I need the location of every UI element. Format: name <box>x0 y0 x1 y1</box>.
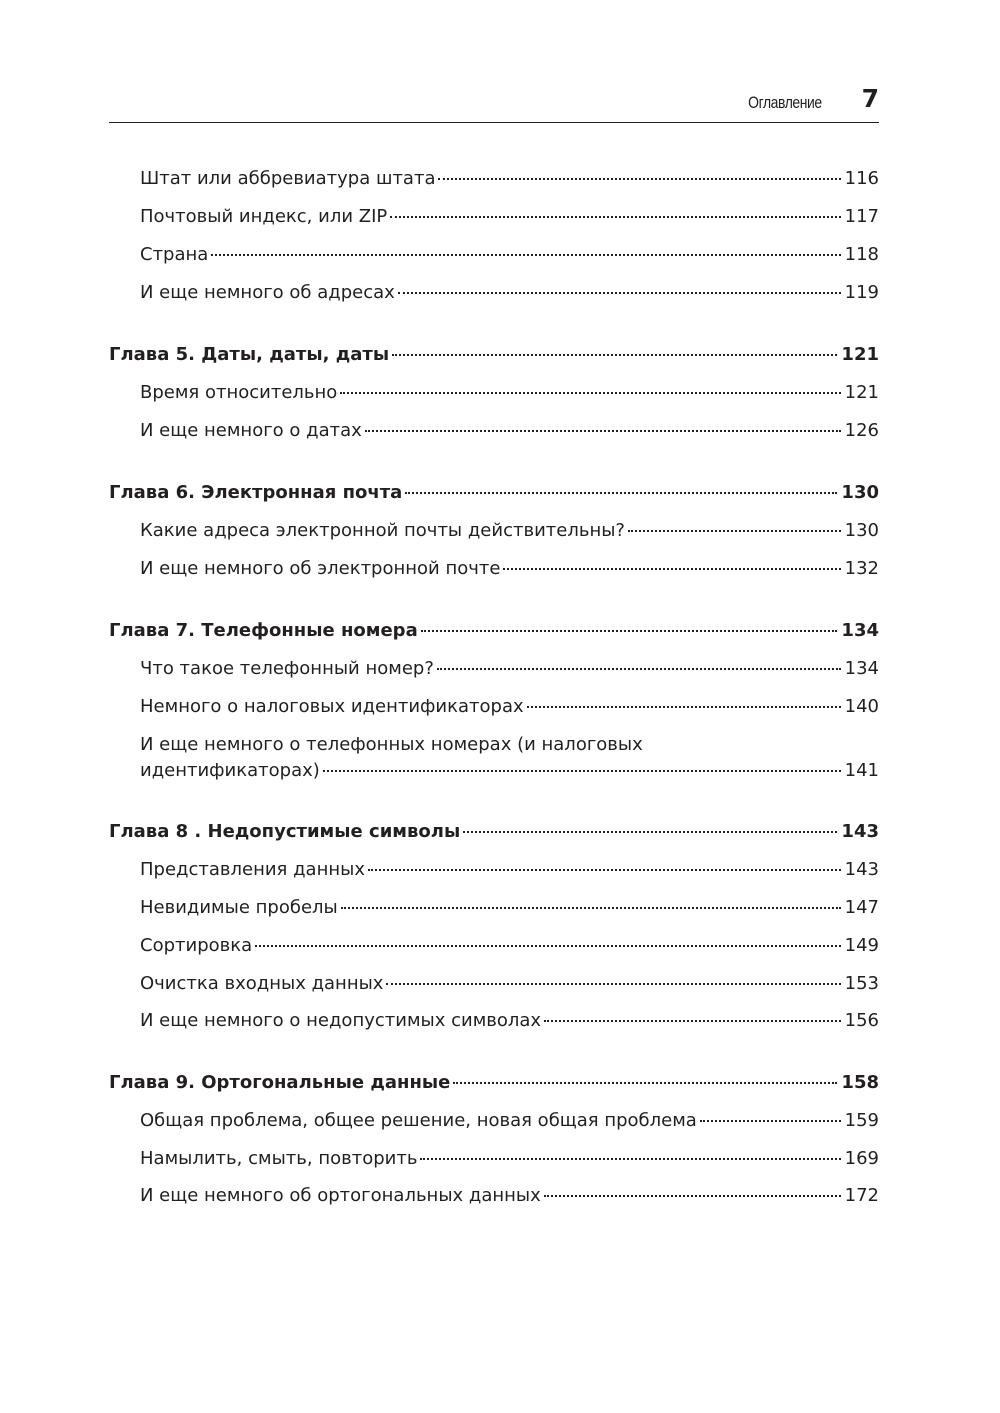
toc-entry[interactable] <box>140 1110 879 1131</box>
toc-entry-page: 117 <box>844 206 879 227</box>
dot-leader <box>392 354 837 356</box>
toc-chapter[interactable] <box>109 344 879 365</box>
toc-entry-page: 147 <box>844 897 879 918</box>
toc-entry-title-line1[interactable]: И еще немного о телефонных номерах (и налоговых <box>140 734 643 755</box>
toc-entry-title: И еще немного об электронной почте <box>140 558 501 579</box>
toc-entry-title: Сортировка <box>140 935 253 956</box>
toc-entry-title: Время относительно <box>140 382 338 403</box>
dot-leader <box>365 430 841 432</box>
toc-entry-title: Немного о налоговых идентификаторах <box>140 696 524 717</box>
page-number: 7 <box>861 84 879 113</box>
toc-entry[interactable] <box>140 973 879 994</box>
toc-entry[interactable] <box>140 282 879 303</box>
toc-entry[interactable] <box>140 244 879 265</box>
toc-entry-page: 130 <box>844 520 879 541</box>
toc-entry[interactable] <box>140 382 879 403</box>
toc-chapter-page: 121 <box>841 344 879 365</box>
toc-entry-page: 121 <box>844 382 879 403</box>
toc-entry-page: 140 <box>844 696 879 717</box>
dot-leader <box>453 1082 837 1084</box>
toc-entry-page: 172 <box>844 1185 879 1206</box>
dot-leader <box>544 1020 841 1022</box>
dot-leader <box>700 1120 841 1122</box>
toc-chapter-page: 134 <box>841 620 879 641</box>
dot-leader <box>463 831 837 833</box>
dot-leader <box>437 668 841 670</box>
running-header-title: Оглавление <box>748 93 822 112</box>
toc-chapter-page: 130 <box>841 482 879 503</box>
toc-chapter-title: Глава 9. Ортогональные данные <box>109 1072 451 1093</box>
toc-entry-title: Общая проблема, общее решение, новая общая проблема <box>140 1110 697 1131</box>
dot-leader <box>527 706 841 708</box>
toc-chapter-title: Глава 5. Даты, даты, даты <box>109 344 390 365</box>
toc-entry[interactable] <box>140 168 879 189</box>
toc-entry-title: Страна <box>140 244 209 265</box>
dot-leader <box>386 983 840 985</box>
toc-entry[interactable] <box>140 520 879 541</box>
toc-entry-page: 134 <box>844 658 879 679</box>
toc-entry-page: 132 <box>844 558 879 579</box>
toc-entry-title: Почтовый индекс, или ZIP <box>140 206 388 227</box>
toc-entry[interactable] <box>140 897 879 918</box>
dot-leader <box>341 907 841 909</box>
toc-entry[interactable] <box>140 558 879 579</box>
toc-chapter[interactable] <box>109 1072 879 1093</box>
toc-entry-title: Какие адреса электронной почты действительны? <box>140 520 625 541</box>
toc-chapter-page: 158 <box>841 1072 879 1093</box>
toc-entry-page: 116 <box>844 168 879 189</box>
dot-leader <box>503 568 840 570</box>
toc-entry[interactable] <box>140 859 879 880</box>
dot-leader <box>390 216 840 218</box>
dot-leader <box>398 292 841 294</box>
toc-entry[interactable] <box>140 696 879 717</box>
toc-entry-title: И еще немного об ортогональных данных <box>140 1185 541 1206</box>
dot-leader <box>628 530 841 532</box>
toc-entry-title: Штат или аббревиатура штата <box>140 168 436 189</box>
toc-entry-page: 153 <box>844 973 879 994</box>
toc-entry[interactable] <box>140 420 879 441</box>
toc-chapter[interactable] <box>109 821 879 842</box>
toc-chapter-title: Глава 7. Телефонные номера <box>109 620 418 641</box>
toc-entry[interactable] <box>140 206 879 227</box>
toc-entry-title: И еще немного о датах <box>140 420 362 441</box>
toc-chapter-page: 143 <box>841 821 879 842</box>
toc-entry-title: И еще немного об адресах <box>140 282 395 303</box>
dot-leader <box>368 869 841 871</box>
dot-leader <box>421 630 838 632</box>
toc-entry[interactable] <box>140 760 879 781</box>
dot-leader <box>438 178 840 180</box>
toc-entry-title: Невидимые пробелы <box>140 897 338 918</box>
toc-entry-title: Что такое телефонный номер? <box>140 658 434 679</box>
dot-leader <box>420 1158 840 1160</box>
toc-entry-title: Очистка входных данных <box>140 973 384 994</box>
dot-leader <box>544 1195 841 1197</box>
toc-entry-title: идентификаторах) <box>140 760 320 781</box>
dot-leader <box>323 770 841 772</box>
toc-entry-page: 143 <box>844 859 879 880</box>
toc-entry[interactable] <box>140 1185 879 1206</box>
toc-entry-page: 118 <box>844 244 879 265</box>
toc-entry-page: 169 <box>844 1148 879 1169</box>
toc-entry-title: И еще немного о недопустимых символах <box>140 1010 542 1031</box>
toc-chapter-title: Глава 6. Электронная почта <box>109 482 403 503</box>
dot-leader <box>211 254 840 256</box>
toc-entry-page: 159 <box>844 1110 879 1131</box>
toc-entry[interactable] <box>140 935 879 956</box>
toc-entry[interactable] <box>140 658 879 679</box>
toc-entry-page: 126 <box>844 420 879 441</box>
dot-leader <box>255 945 841 947</box>
toc-chapter[interactable] <box>109 620 879 641</box>
toc-entry-page: 156 <box>844 1010 879 1031</box>
toc-chapter-title: Глава 8 . Недопустимые символы <box>109 821 461 842</box>
toc-entry[interactable] <box>140 1148 879 1169</box>
toc-entry-page: 141 <box>844 760 879 781</box>
toc-entry-title: Представления данных <box>140 859 365 880</box>
toc-entry-page: 119 <box>844 282 879 303</box>
dot-leader <box>340 392 840 394</box>
toc-chapter[interactable] <box>109 482 879 503</box>
toc-entry-title: Намылить, смыть, повторить <box>140 1148 418 1169</box>
toc-entry-page: 149 <box>844 935 879 956</box>
toc-entry[interactable] <box>140 1010 879 1031</box>
dot-leader <box>405 492 837 494</box>
